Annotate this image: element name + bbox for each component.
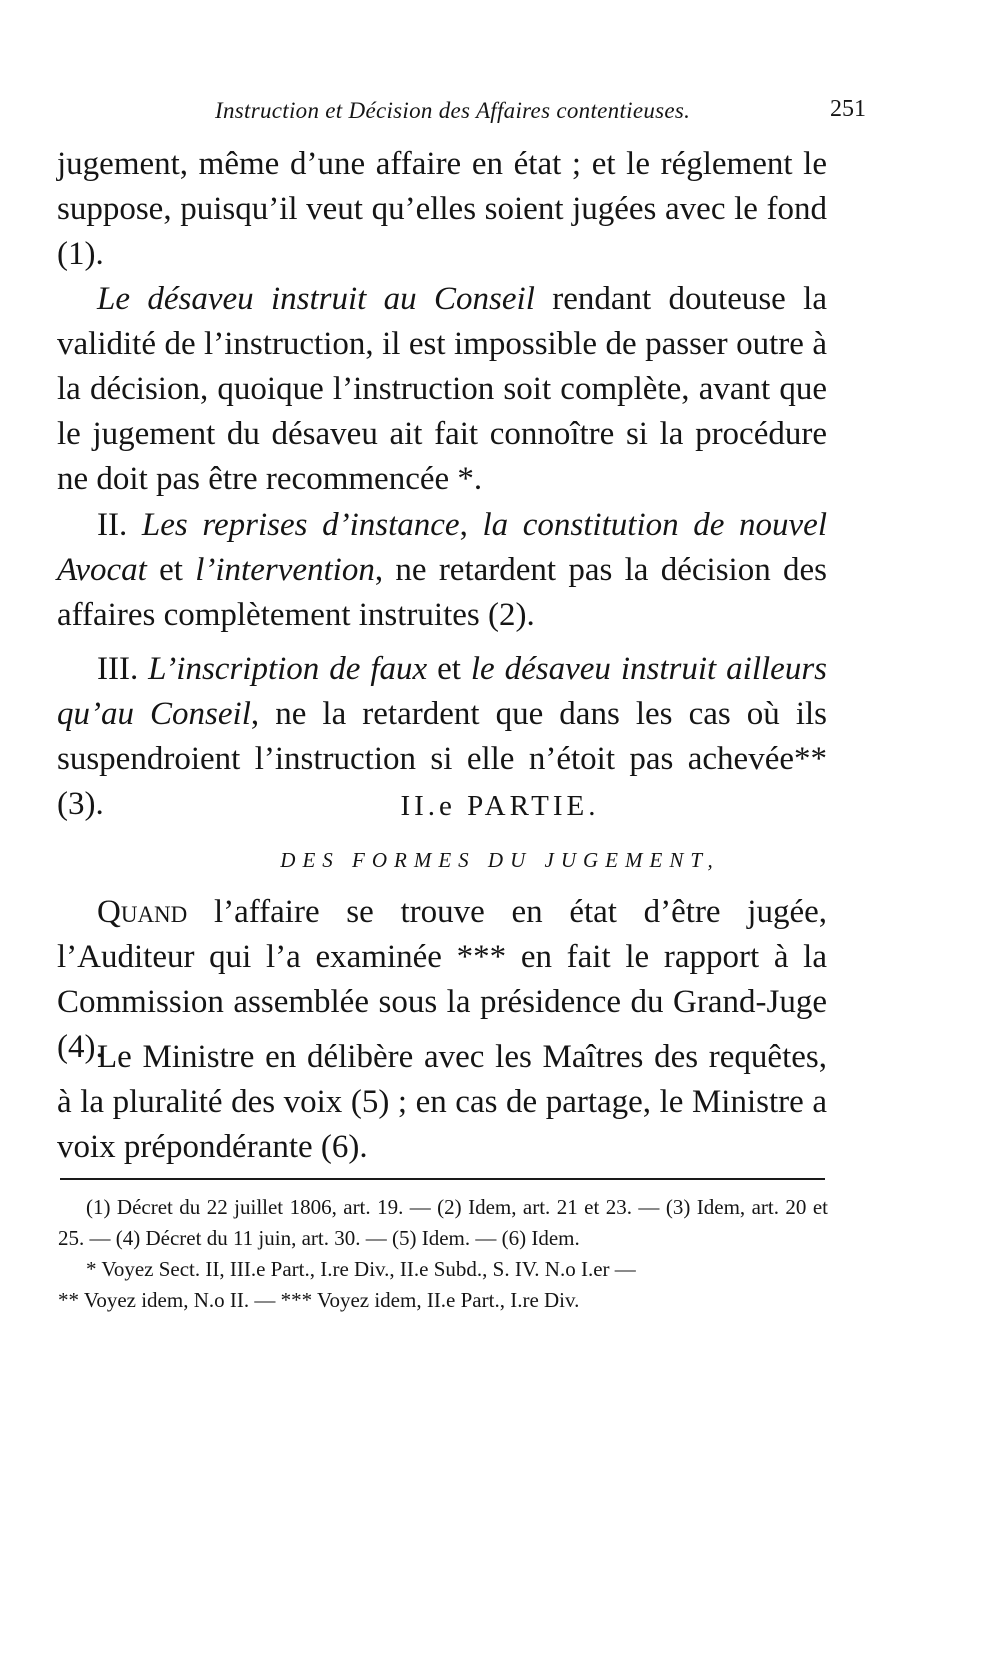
paragraph-text: jugement, même d’une affaire en état ; et le réglement le suppose, puisqu’il veut qu’elles soient jugées avec le fond (1). <box>57 146 827 272</box>
italic-phrase: la constitution de nouvel Avocat <box>57 507 827 588</box>
footnote-star: * Voyez Sect. II, III.e Part., I.re Div., II.e Subd., S. IV. N.o I.er — <box>86 1257 636 1281</box>
paragraph-text: Le Ministre en délibère avec les Maîtres des requêtes, à la pluralité des voix (5) ; en cas de partage, le Ministre a voix prépondérante (6). <box>57 1039 827 1165</box>
lead-word: Quand <box>97 894 188 930</box>
paragraph-text: rendant douteuse la validité de l’instruction, il est impossible de passer outre à la décision, quoique l’instruction soit complète, avant que le jugement du désaveu ait fait connoître si la procédure ne doit pas être recommencée *. <box>57 281 827 497</box>
paragraph-text: , ne retardent pas la décision des affaires complètement instruites (2). <box>57 552 827 633</box>
italic-phrase: Les reprises d’instance <box>141 507 460 543</box>
paragraph-text: et <box>146 552 196 588</box>
part-heading: II.e PARTIE. <box>400 790 600 822</box>
paragraph-desaveu <box>57 277 827 502</box>
italic-phrase: le désaveu instruit ailleurs qu’au Conseil <box>57 651 828 732</box>
part-subheading: DES FORMES DU JUGEMENT, <box>280 848 720 872</box>
paragraph-text: , ne la retardent que dans les cas où ils suspendroient l’instruction si elle n’étoit pas achevée** (3). <box>57 696 828 822</box>
paragraph-continuation <box>57 142 827 277</box>
footnote-references: (1) Décret du 22 juillet 1806, art. 19. — (2) Idem, art. 21 et 23. — (3) Idem, art. 20 et 25. — (4) Décret du 11 juin, art. 30. — (5) Idem. — (6) Idem. <box>58 1195 828 1250</box>
footnotes <box>58 1192 828 1316</box>
page-number: 251 <box>830 96 866 122</box>
italic-phrase: Le désaveu instruit au Conseil <box>97 281 535 317</box>
paragraph-section-ii <box>57 503 827 638</box>
section-number: III. <box>97 651 149 687</box>
paragraph-text: l’affaire se trouve en état d’être jugée, l’Auditeur qui l’a examinée *** en fait le rapport à la Commission assemblée sous la présidence du Grand-Juge (4). <box>57 894 827 1065</box>
paragraph-text: , <box>459 507 483 543</box>
running-head: Instruction et Décision des Affaires contentieuses. <box>215 98 691 123</box>
section-number: II. <box>97 507 142 543</box>
italic-phrase: L’inscription de faux <box>148 651 428 687</box>
italic-phrase: l’intervention <box>195 552 375 588</box>
paragraph-ministre <box>57 1035 827 1170</box>
footnote-double-star: ** Voyez idem, N.o II. — *** Voyez idem, II.e Part., I.re Div. <box>58 1288 580 1312</box>
paragraph-text: et <box>427 651 471 687</box>
footnote-divider <box>60 1178 825 1180</box>
